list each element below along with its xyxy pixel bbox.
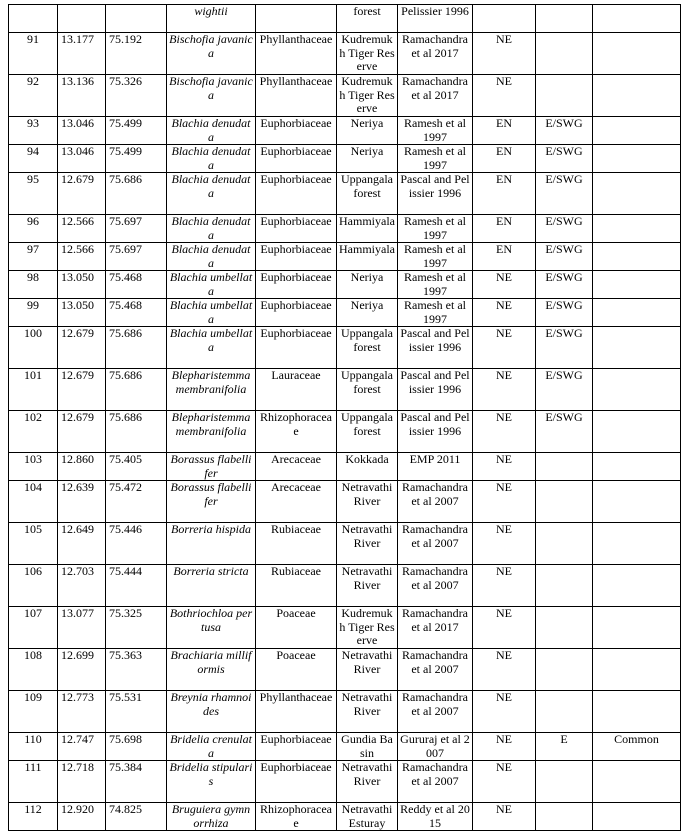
cell-longitude: 75.686 (106, 369, 167, 411)
table-row (9, 453, 681, 481)
cell-number: 104 (9, 481, 58, 523)
cell-latitude: 13.077 (58, 607, 106, 649)
cell-number: 93 (9, 117, 58, 145)
cell-latitude: 12.639 (58, 481, 106, 523)
cell-iucn-status: NE (473, 803, 536, 831)
cell-longitude: 75.468 (106, 271, 167, 299)
cell-family: Euphorbiaceae (256, 299, 337, 327)
cell-remarks (593, 299, 681, 327)
cell-iucn-status: NE (473, 481, 536, 523)
cell-species: Borreria stricta (167, 565, 256, 607)
cell-number: 105 (9, 523, 58, 565)
cell-endemism (536, 607, 593, 649)
cell-longitude: 75.325 (106, 607, 167, 649)
cell-source: Ramachandra et al 2007 (398, 761, 473, 803)
table-row (9, 369, 681, 411)
cell-source: Ramesh et al 1997 (398, 145, 473, 173)
cell-family: Euphorbiaceae (256, 327, 337, 369)
cell-species: Blachia denudata (167, 243, 256, 271)
cell-latitude: 12.679 (58, 411, 106, 453)
cell-iucn-status: NE (473, 649, 536, 691)
cell-species: Blachia denudata (167, 215, 256, 243)
cell-latitude: 12.699 (58, 649, 106, 691)
table-row (9, 523, 681, 565)
cell-latitude (58, 5, 106, 33)
cell-source: Gururaj et al 2007 (398, 733, 473, 761)
cell-number: 99 (9, 299, 58, 327)
cell-iucn-status: NE (473, 761, 536, 803)
cell-endemism (536, 33, 593, 75)
cell-latitude: 13.050 (58, 299, 106, 327)
cell-remarks (593, 803, 681, 831)
cell-family: Euphorbiaceae (256, 761, 337, 803)
cell-source: Ramachandra et al 2007 (398, 481, 473, 523)
cell-locality: Hammiyala (337, 243, 398, 271)
cell-number: 109 (9, 691, 58, 733)
cell-locality: Kokkada (337, 453, 398, 481)
cell-family: Rubiaceae (256, 523, 337, 565)
cell-family: Rhizophoraceae (256, 411, 337, 453)
cell-endemism: E/SWG (536, 215, 593, 243)
cell-endemism: E/SWG (536, 243, 593, 271)
cell-family: Arecaceae (256, 453, 337, 481)
cell-iucn-status: EN (473, 215, 536, 243)
cell-remarks (593, 565, 681, 607)
cell-iucn-status: NE (473, 271, 536, 299)
cell-number: 102 (9, 411, 58, 453)
cell-family: Euphorbiaceae (256, 243, 337, 271)
cell-iucn-status: NE (473, 453, 536, 481)
cell-species: Bruguiera gymnorrhiza (167, 803, 256, 831)
table-row (9, 215, 681, 243)
cell-species: Bischofia javanica (167, 33, 256, 75)
cell-iucn-status: NE (473, 565, 536, 607)
cell-latitude: 12.679 (58, 173, 106, 215)
cell-species: Blachia denudata (167, 173, 256, 215)
cell-latitude: 12.773 (58, 691, 106, 733)
cell-remarks (593, 481, 681, 523)
cell-source: Reddy et al 2015 (398, 803, 473, 831)
cell-source: Ramachandra et al 2017 (398, 75, 473, 117)
cell-family: Euphorbiaceae (256, 733, 337, 761)
cell-longitude: 75.405 (106, 453, 167, 481)
cell-endemism: E/SWG (536, 369, 593, 411)
cell-family: Euphorbiaceae (256, 215, 337, 243)
cell-locality: Netravathi River (337, 523, 398, 565)
cell-endemism (536, 75, 593, 117)
cell-iucn-status (473, 5, 536, 33)
cell-longitude: 75.384 (106, 761, 167, 803)
cell-latitude: 12.649 (58, 523, 106, 565)
cell-latitude: 13.136 (58, 75, 106, 117)
cell-remarks (593, 173, 681, 215)
cell-source: Ramesh et al 1997 (398, 299, 473, 327)
cell-number: 94 (9, 145, 58, 173)
cell-endemism (536, 761, 593, 803)
cell-endemism: E (536, 733, 593, 761)
cell-source: Pascal and Pelissier 1996 (398, 173, 473, 215)
cell-longitude: 75.326 (106, 75, 167, 117)
cell-latitude: 12.860 (58, 453, 106, 481)
cell-species: wightii (167, 5, 256, 33)
cell-species: Bothriochloa pertusa (167, 607, 256, 649)
cell-iucn-status: EN (473, 173, 536, 215)
cell-endemism (536, 649, 593, 691)
cell-endemism: E/SWG (536, 173, 593, 215)
cell-locality: forest (337, 5, 398, 33)
table-row (9, 649, 681, 691)
cell-longitude: 75.686 (106, 327, 167, 369)
cell-species: Blepharistemma membranifolia (167, 411, 256, 453)
cell-latitude: 13.050 (58, 271, 106, 299)
cell-remarks (593, 523, 681, 565)
cell-family: Phyllanthaceae (256, 691, 337, 733)
cell-remarks (593, 215, 681, 243)
cell-locality: Neriya (337, 299, 398, 327)
cell-number: 97 (9, 243, 58, 271)
cell-family: Phyllanthaceae (256, 75, 337, 117)
cell-number: 95 (9, 173, 58, 215)
cell-source: Ramachandra et al 2007 (398, 691, 473, 733)
cell-iucn-status: NE (473, 411, 536, 453)
cell-latitude: 12.679 (58, 327, 106, 369)
cell-remarks (593, 33, 681, 75)
cell-iucn-status: EN (473, 117, 536, 145)
cell-remarks (593, 327, 681, 369)
table-row (9, 761, 681, 803)
cell-iucn-status: NE (473, 75, 536, 117)
cell-longitude: 75.499 (106, 145, 167, 173)
cell-locality: Netravathi River (337, 691, 398, 733)
cell-remarks (593, 691, 681, 733)
cell-locality: Netravathi River (337, 761, 398, 803)
cell-endemism (536, 523, 593, 565)
cell-locality: Kudremukh Tiger Reserve (337, 607, 398, 649)
cell-endemism: E/SWG (536, 145, 593, 173)
cell-species: Bridelia stipularis (167, 761, 256, 803)
cell-locality: Hammiyala (337, 215, 398, 243)
cell-latitude: 13.046 (58, 145, 106, 173)
cell-locality: Neriya (337, 117, 398, 145)
cell-longitude: 75.686 (106, 173, 167, 215)
cell-family: Euphorbiaceae (256, 271, 337, 299)
cell-iucn-status: NE (473, 691, 536, 733)
cell-endemism (536, 565, 593, 607)
table-row (9, 33, 681, 75)
cell-source: Ramesh et al 1997 (398, 243, 473, 271)
cell-locality: Netravathi River (337, 565, 398, 607)
table-row (9, 5, 681, 33)
cell-number: 100 (9, 327, 58, 369)
cell-remarks (593, 75, 681, 117)
cell-family: Euphorbiaceae (256, 145, 337, 173)
table-row (9, 271, 681, 299)
cell-latitude: 12.718 (58, 761, 106, 803)
table-row (9, 411, 681, 453)
cell-locality: Netravathi River (337, 481, 398, 523)
cell-number: 98 (9, 271, 58, 299)
table-row (9, 145, 681, 173)
cell-source: Ramachandra et al 2017 (398, 33, 473, 75)
cell-source: EMP 2011 (398, 453, 473, 481)
cell-longitude: 75.472 (106, 481, 167, 523)
cell-locality: Uppangala forest (337, 173, 398, 215)
cell-latitude: 13.177 (58, 33, 106, 75)
table-row (9, 299, 681, 327)
cell-endemism: E/SWG (536, 271, 593, 299)
cell-remarks (593, 5, 681, 33)
cell-number: 103 (9, 453, 58, 481)
cell-number: 112 (9, 803, 58, 831)
cell-family: Euphorbiaceae (256, 173, 337, 215)
cell-number: 91 (9, 33, 58, 75)
cell-latitude: 12.566 (58, 215, 106, 243)
cell-locality: Netravathi River (337, 649, 398, 691)
cell-longitude: 75.697 (106, 243, 167, 271)
cell-species: Blachia umbellata (167, 299, 256, 327)
table-row (9, 481, 681, 523)
cell-species: Borreria hispida (167, 523, 256, 565)
cell-remarks (593, 411, 681, 453)
cell-remarks (593, 145, 681, 173)
cell-family: Poaceae (256, 649, 337, 691)
cell-longitude: 75.468 (106, 299, 167, 327)
cell-latitude: 12.747 (58, 733, 106, 761)
cell-species: Bridelia crenulata (167, 733, 256, 761)
cell-species: Blachia denudata (167, 117, 256, 145)
cell-remarks (593, 243, 681, 271)
cell-species: Blepharistemma membranifolia (167, 369, 256, 411)
table-row (9, 565, 681, 607)
cell-endemism (536, 691, 593, 733)
cell-species: Brachiaria milliformis (167, 649, 256, 691)
cell-family (256, 5, 337, 33)
cell-number: 108 (9, 649, 58, 691)
table-row (9, 803, 681, 831)
cell-longitude: 75.698 (106, 733, 167, 761)
cell-species: Blachia denudata (167, 145, 256, 173)
cell-longitude: 75.499 (106, 117, 167, 145)
cell-number: 96 (9, 215, 58, 243)
cell-longitude: 75.363 (106, 649, 167, 691)
cell-remarks (593, 117, 681, 145)
cell-family: Euphorbiaceae (256, 117, 337, 145)
cell-latitude: 12.703 (58, 565, 106, 607)
cell-source: Ramesh et al 1997 (398, 215, 473, 243)
table-row (9, 327, 681, 369)
table-row (9, 173, 681, 215)
cell-latitude: 13.046 (58, 117, 106, 145)
cell-iucn-status: NE (473, 733, 536, 761)
cell-remarks (593, 761, 681, 803)
cell-source: Pelissier 1996 (398, 5, 473, 33)
cell-family: Arecaceae (256, 481, 337, 523)
table-body (9, 5, 681, 831)
table-row (9, 733, 681, 761)
table-row (9, 691, 681, 733)
cell-number (9, 5, 58, 33)
cell-species: Blachia umbellata (167, 271, 256, 299)
cell-source: Ramachandra et al 2007 (398, 649, 473, 691)
cell-species: Borassus flabellifer (167, 481, 256, 523)
cell-source: Ramesh et al 1997 (398, 117, 473, 145)
cell-iucn-status: NE (473, 607, 536, 649)
cell-endemism (536, 803, 593, 831)
cell-locality: Uppangala forest (337, 327, 398, 369)
cell-remarks: Common (593, 733, 681, 761)
table-row (9, 607, 681, 649)
cell-latitude: 12.920 (58, 803, 106, 831)
cell-locality: Kudremukh Tiger Reserve (337, 33, 398, 75)
cell-iucn-status: NE (473, 327, 536, 369)
table-row (9, 75, 681, 117)
cell-remarks (593, 607, 681, 649)
cell-iucn-status: NE (473, 523, 536, 565)
cell-endemism (536, 453, 593, 481)
cell-longitude (106, 5, 167, 33)
cell-remarks (593, 453, 681, 481)
cell-family: Poaceae (256, 607, 337, 649)
cell-longitude: 75.686 (106, 411, 167, 453)
cell-locality: Gundia Basin (337, 733, 398, 761)
cell-iucn-status: NE (473, 369, 536, 411)
cell-source: Ramachandra et al 2007 (398, 523, 473, 565)
cell-family: Phyllanthaceae (256, 33, 337, 75)
cell-longitude: 75.446 (106, 523, 167, 565)
cell-endemism: E/SWG (536, 411, 593, 453)
cell-source: Pascal and Pelissier 1996 (398, 411, 473, 453)
cell-longitude: 74.825 (106, 803, 167, 831)
cell-number: 110 (9, 733, 58, 761)
cell-locality: Neriya (337, 271, 398, 299)
cell-longitude: 75.192 (106, 33, 167, 75)
cell-latitude: 12.679 (58, 369, 106, 411)
cell-species: Blachia umbellata (167, 327, 256, 369)
cell-longitude: 75.444 (106, 565, 167, 607)
cell-endemism (536, 481, 593, 523)
cell-source: Pascal and Pelissier 1996 (398, 369, 473, 411)
cell-iucn-status: EN (473, 243, 536, 271)
cell-source: Ramachandra et al 2017 (398, 607, 473, 649)
species-table (8, 4, 681, 831)
cell-species: Breynia rhamnoides (167, 691, 256, 733)
cell-species: Bischofia javanica (167, 75, 256, 117)
cell-family: Rhizophoraceae (256, 803, 337, 831)
table-row (9, 117, 681, 145)
cell-number: 111 (9, 761, 58, 803)
cell-endemism: E/SWG (536, 327, 593, 369)
cell-endemism: E/SWG (536, 117, 593, 145)
cell-locality: Netravathi Esturay (337, 803, 398, 831)
cell-source: Pascal and Pelissier 1996 (398, 327, 473, 369)
cell-longitude: 75.697 (106, 215, 167, 243)
cell-number: 101 (9, 369, 58, 411)
cell-iucn-status: NE (473, 33, 536, 75)
cell-latitude: 12.566 (58, 243, 106, 271)
cell-iucn-status: EN (473, 145, 536, 173)
cell-locality: Neriya (337, 145, 398, 173)
cell-source: Ramesh et al 1997 (398, 271, 473, 299)
cell-number: 107 (9, 607, 58, 649)
cell-endemism (536, 5, 593, 33)
cell-remarks (593, 271, 681, 299)
cell-locality: Kudremukh Tiger Reserve (337, 75, 398, 117)
cell-species: Borassus flabellifer (167, 453, 256, 481)
cell-family: Lauraceae (256, 369, 337, 411)
cell-locality: Uppangala forest (337, 369, 398, 411)
cell-endemism: E/SWG (536, 299, 593, 327)
cell-iucn-status: NE (473, 299, 536, 327)
cell-remarks (593, 369, 681, 411)
cell-remarks (593, 649, 681, 691)
cell-family: Rubiaceae (256, 565, 337, 607)
cell-number: 106 (9, 565, 58, 607)
cell-number: 92 (9, 75, 58, 117)
table-row (9, 243, 681, 271)
cell-source: Ramachandra et al 2007 (398, 565, 473, 607)
cell-longitude: 75.531 (106, 691, 167, 733)
cell-locality: Uppangala forest (337, 411, 398, 453)
